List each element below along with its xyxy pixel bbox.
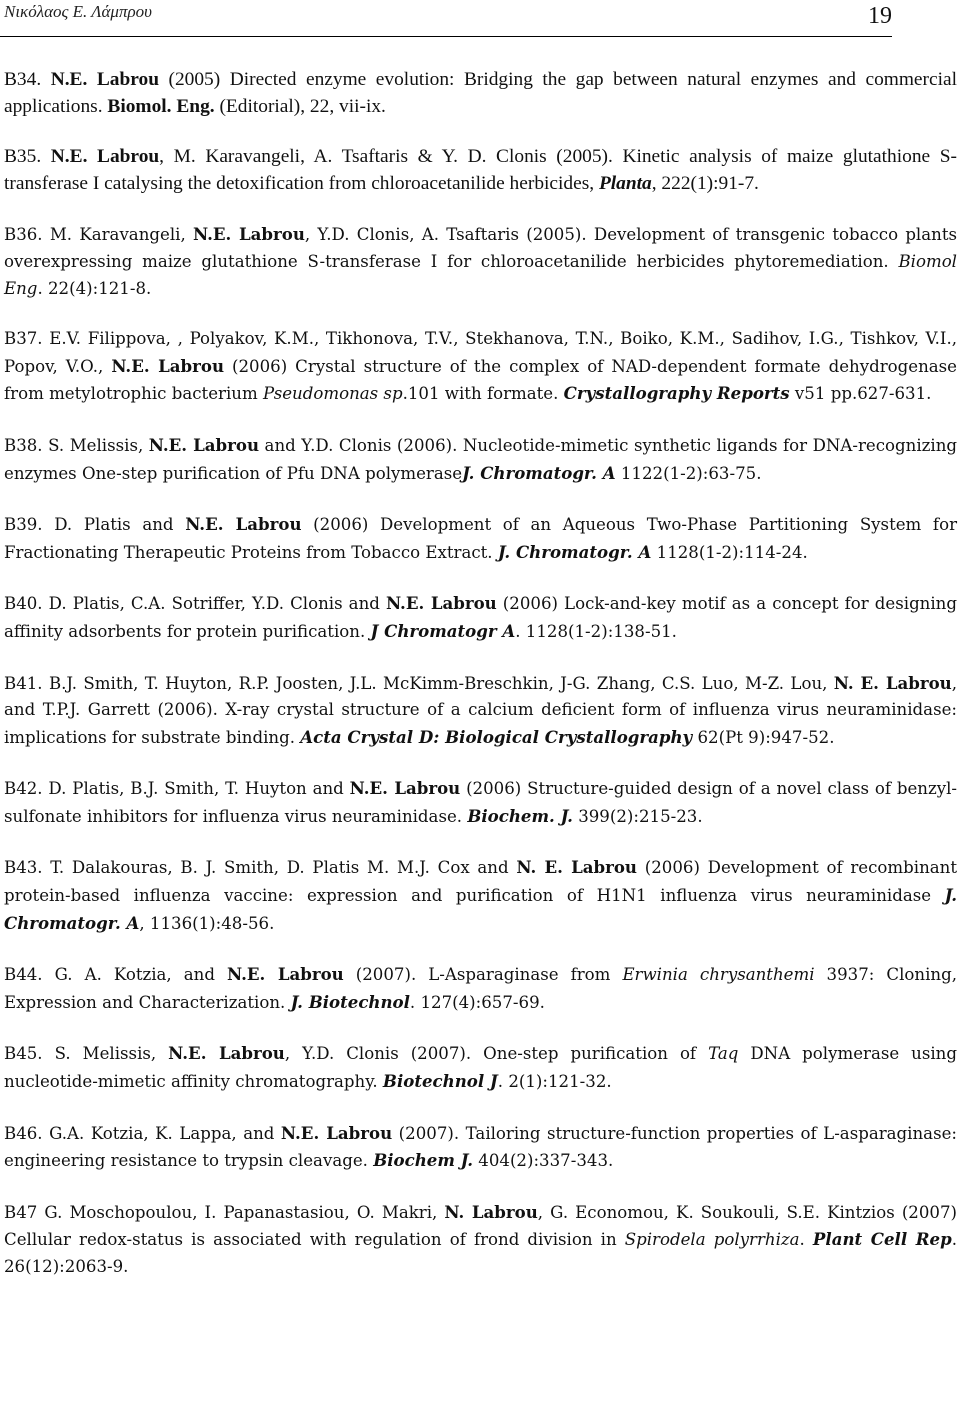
reference-text: (2006) Development of recombinant protein-based influenza vaccine: expression and purification of H1N1 influenza virus neuraminidase bbox=[4, 858, 958, 906]
reference-text: N.E. Labrou bbox=[385, 593, 497, 614]
page-header bbox=[0, 0, 892, 37]
reference-text: and Y.D. Clonis (2006). Nucleotide-mimetic synthetic ligands for DNA-recognizing enzymes One-step purification of Pfu DNA polymerase bbox=[4, 435, 958, 483]
reference-text: N.E. Labrou bbox=[111, 355, 225, 376]
reference-text: , G. Economou, K. Soukouli, S.E. Kintzios (2007) Cellular redox-status is associated with regulation of frond division in bbox=[4, 1202, 957, 1250]
reference-entry bbox=[4, 590, 957, 645]
reference-text: Taq bbox=[708, 1044, 739, 1064]
reference-text: Crystallography Reports bbox=[563, 383, 790, 404]
reference-text: B40. D. Platis, C.A. Sotriffer, Y.D. Clonis and bbox=[4, 594, 386, 614]
reference-entry bbox=[4, 511, 957, 566]
reference-text: (2006) Development of an Aqueous Two-Phase Partitioning System for Fractionating Therapeutic Proteins from Tobacco Extract. bbox=[4, 515, 957, 562]
reference-text: (2006) Lock-and-key motif as a concept for designing affinity adsorbents for protein purification. bbox=[4, 594, 957, 641]
reference-text: Biomol Eng bbox=[4, 251, 957, 298]
reference-text: DNA polymerase using nucleotide-mimetic affinity chromatography. bbox=[4, 1044, 957, 1092]
reference-text: B37. E.V. Filippova, , Polyakov, K.M., Tikhonova, T.V., Stekhanova, T.N., Boiko, K.M., Sadihov, I.G., Tishkov, V.I., Popov, V.O., bbox=[4, 329, 957, 376]
reference-text: .101 with formate. bbox=[402, 384, 564, 404]
reference-text: J. Chromatogr. A bbox=[497, 541, 652, 562]
reference-text: Biochem. J. bbox=[467, 805, 573, 826]
reference-text: B47 G. Moschopoulou, I. Papanastasiou, O. Makri, bbox=[4, 1202, 445, 1222]
reference-list bbox=[4, 67, 957, 1305]
reference-entry bbox=[4, 854, 957, 937]
reference-entry bbox=[4, 670, 957, 752]
reference-text: N.E. Labrou bbox=[226, 964, 344, 985]
reference-text: B39. D. Platis and bbox=[4, 515, 186, 535]
reference-text: N.E. Labrou bbox=[185, 514, 302, 535]
reference-text: B43. T. Dalakouras, B. J. Smith, D. Platis M. M.J. Cox and bbox=[4, 858, 517, 878]
reference-text: Erwinia chrysanthemi bbox=[622, 965, 815, 985]
reference-text: J. Biotechnol bbox=[290, 991, 410, 1012]
reference-text: , 222(1):91-7. bbox=[651, 172, 759, 194]
reference-text: (2006) Structure-guided design of a novel class of benzyl-sulfonate inhibitors for influenza virus neuraminidase. bbox=[4, 779, 958, 826]
reference-text: B41. B.J. Smith, T. Huyton, R.P. Joosten, J.L. McKimm-Breschkin, J-G. Zhang, C.S. Luo, M-Z. Lou, bbox=[4, 673, 834, 693]
reference-text: (2005) Directed enzyme evolution: Bridging the gap between natural enzymes and commercial applications. bbox=[4, 69, 957, 117]
reference-text: N. E. Labrou bbox=[833, 672, 952, 693]
reference-text: N.E. Labrou bbox=[168, 1043, 285, 1064]
reference-text: N.E. Labrou bbox=[192, 224, 305, 245]
reference-text: 404(2):337-343. bbox=[473, 1151, 614, 1171]
reference-text: N.E. Labrou bbox=[50, 69, 159, 90]
reference-text: , M. Karavangeli, A. Tsaftaris & Y. D. Clonis (2005). Kinetic analysis of maize glutathione S-transferase I catalysing the detoxification from chloroacetanilide herbicides, bbox=[4, 146, 957, 194]
reference-entry bbox=[4, 432, 957, 487]
reference-text: . 127(4):657-69. bbox=[409, 992, 545, 1012]
reference-text: J. Chromatogr. A bbox=[462, 462, 616, 483]
reference-text: v51 pp.627-631. bbox=[789, 384, 932, 404]
reference-text: (2007). Tailoring structure-function properties of L-asparaginase: engineering resistance to trypsin cleavage. bbox=[4, 1123, 957, 1171]
reference-text: J Chromatogr A bbox=[370, 620, 516, 641]
reference-text: B36. M. Karavangeli, bbox=[4, 225, 193, 245]
reference-text: J. Chromatogr. A bbox=[4, 885, 957, 933]
reference-text: N. E. Labrou bbox=[516, 857, 638, 878]
reference-text: B45. S. Melissis, bbox=[4, 1044, 169, 1064]
reference-text: Planta bbox=[598, 172, 652, 194]
reference-entry bbox=[4, 961, 957, 1016]
reference-text: N.E. Labrou bbox=[148, 434, 260, 455]
reference-text: (2006) Crystal structure of the complex of NAD-dependent formate dehydrogenase from metylotrophic bacterium bbox=[4, 356, 957, 404]
reference-text: B38. S. Melissis, bbox=[4, 435, 149, 455]
reference-text: , and T.P.J. Garrett (2006). X-ray crystal structure of a calcium deficient form of influenza virus neuraminidase: implications for substrate binding. bbox=[4, 673, 957, 747]
reference-text: Biomol. Eng. bbox=[107, 95, 215, 117]
reference-entry bbox=[4, 775, 957, 830]
reference-text: Biochem J. bbox=[373, 1150, 474, 1171]
page-number: 19 bbox=[868, 3, 892, 29]
reference-text: . 26(12):2063-9. bbox=[4, 1230, 957, 1276]
reference-text: . bbox=[799, 1230, 813, 1250]
reference-entry bbox=[4, 221, 957, 302]
reference-text: N. Labrou bbox=[444, 1201, 538, 1222]
reference-text: 399(2):215-23. bbox=[572, 806, 703, 826]
reference-text: Plant Cell Rep bbox=[812, 1229, 952, 1250]
reference-text: B34. bbox=[4, 69, 51, 90]
reference-text: . 2(1):121-32. bbox=[497, 1072, 612, 1092]
reference-entry bbox=[4, 326, 957, 408]
reference-entry bbox=[4, 144, 957, 197]
header-author: Νικόλαος Ε. Λάμπρου bbox=[4, 2, 152, 21]
reference-entry bbox=[4, 1040, 957, 1095]
reference-text: B42. D. Platis, B.J. Smith, T. Huyton and bbox=[4, 779, 350, 799]
reference-text: N.E. Labrou bbox=[50, 146, 160, 168]
reference-entry bbox=[4, 67, 957, 120]
reference-text: N.E. Labrou bbox=[349, 778, 461, 799]
reference-text: . 1128(1-2):138-51. bbox=[515, 621, 677, 641]
reference-text: , 1136(1):48-56. bbox=[139, 913, 275, 933]
reference-text: Pseudomonas sp bbox=[262, 384, 403, 404]
reference-text: (2007). L-Asparaginase from bbox=[343, 965, 623, 985]
reference-text: Spirodela polyrrhiza bbox=[624, 1230, 800, 1250]
reference-text: 1122(1-2):63-75. bbox=[615, 463, 762, 483]
reference-entry bbox=[4, 1120, 957, 1175]
reference-text: 3937: Cloning, Expression and Characterization. bbox=[4, 965, 957, 1012]
reference-text: B46. G.A. Kotzia, K. Lappa, and bbox=[4, 1123, 281, 1143]
reference-text: B44. G. A. Kotzia, and bbox=[4, 965, 227, 985]
reference-text: (Editorial), 22, vii-ix. bbox=[214, 95, 386, 117]
reference-text: 1128(1-2):114-24. bbox=[651, 542, 808, 562]
reference-text: B35. bbox=[4, 146, 51, 168]
reference-text: , Y.D. Clonis, A. Tsaftaris (2005). Development of transgenic tobacco plants overexpressing maize glutathione S-transferase I for chloroacetanilide herbicides phytoremediation. bbox=[4, 225, 958, 271]
reference-text: . 22(4):121-8. bbox=[37, 278, 152, 298]
reference-text: N.E. Labrou bbox=[280, 1122, 393, 1143]
reference-text: , Y.D. Clonis (2007). One-step purification of bbox=[284, 1044, 709, 1064]
reference-text: 62(Pt 9):947-52. bbox=[692, 727, 835, 747]
reference-text: Biotechnol J bbox=[382, 1071, 498, 1092]
reference-entry bbox=[4, 1199, 957, 1281]
reference-text: Acta Crystal D: Biological Crystallography bbox=[300, 726, 693, 747]
